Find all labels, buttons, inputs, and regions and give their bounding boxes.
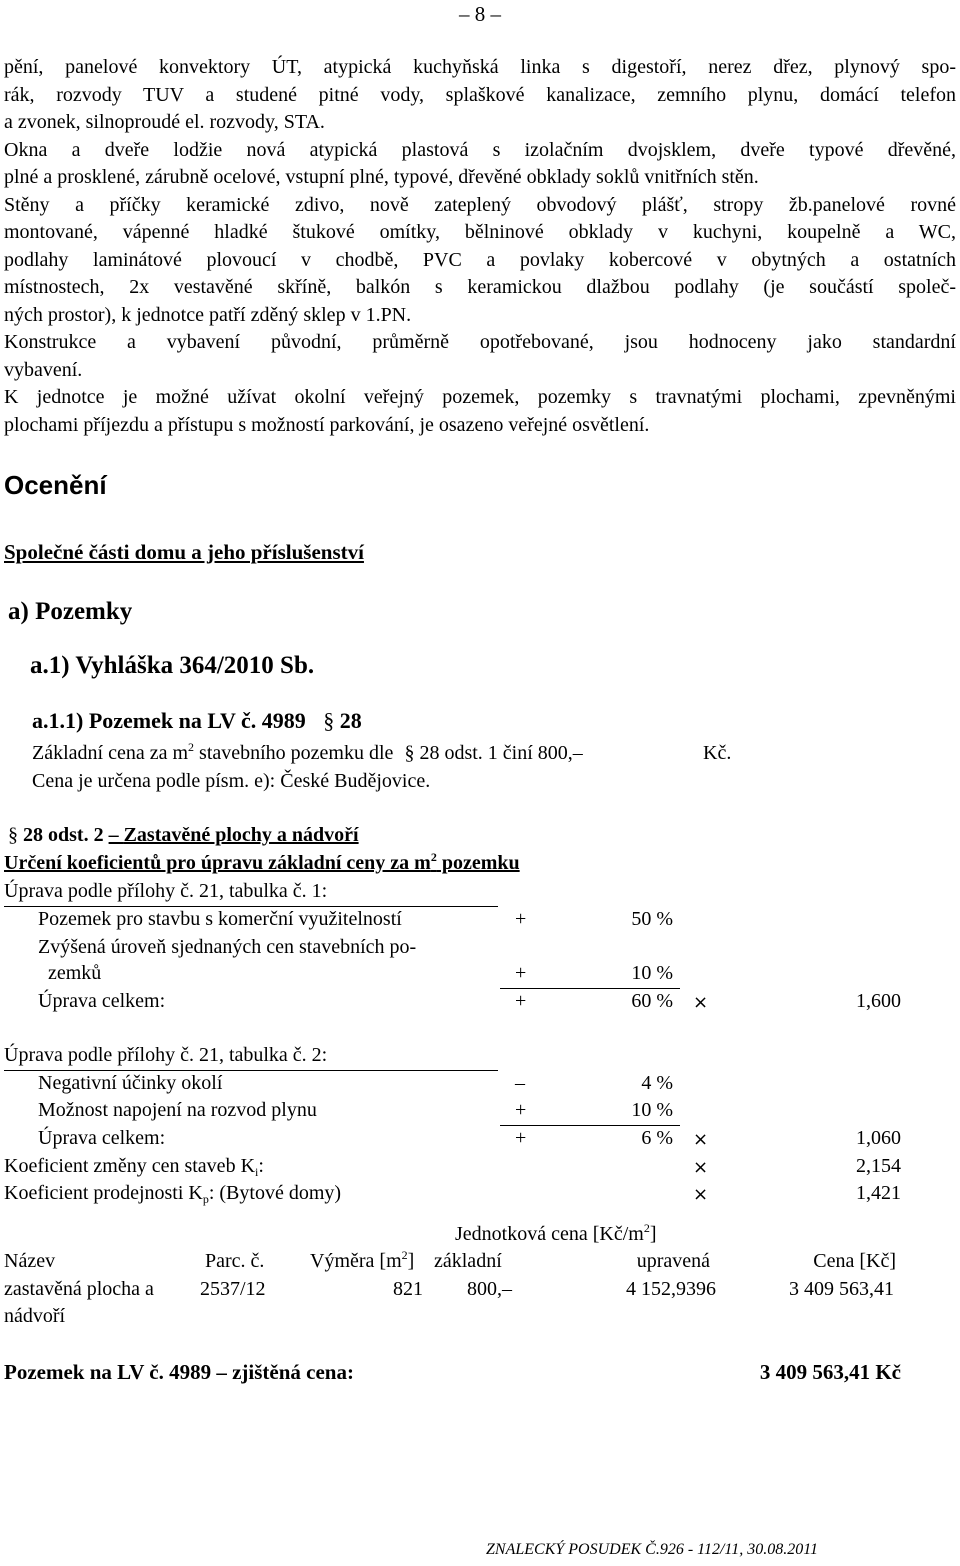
row-name-2: nádvoří: [4, 1305, 66, 1327]
base-price-sup: 2: [188, 740, 195, 754]
odst2-heading: [8, 824, 359, 847]
intro-line: podlahy laminátové plovoucí v chodbě, PVC a povlaky kobercové v obytných a ostatních: [4, 248, 956, 271]
col-parc-header: Parc. č.: [205, 1250, 265, 1272]
intro-line: ných prostor), k jednotce patří zděný sklep v 1.PN.: [4, 303, 412, 326]
table1-total-sign: +: [515, 990, 527, 1012]
base-price-line: [32, 742, 583, 765]
coef-sale-sub: p: [202, 1192, 209, 1206]
paragraph-sign: §: [404, 742, 415, 764]
group-header-text: Jednotková cena [Kč/m: [455, 1223, 644, 1245]
table2-total-sign: +: [515, 1127, 527, 1149]
footer-text: ZNALECKÝ POSUDEK Č.926 - 112/11, 30.08.2011: [486, 1541, 819, 1558]
col-adjusted-header: upravená: [636, 1250, 710, 1272]
intro-line: Stěny a příčky keramické zdivo, nově zateplený obvodový plášť, stropy žb.panelové rovné: [4, 193, 956, 216]
col-area-sup: 2: [401, 1248, 408, 1262]
coef-title-sup: 2: [430, 850, 437, 864]
coef-sale-tail: : (Bytové domy): [208, 1182, 342, 1204]
intro-line: pění, panelové konvektory ÚT, atypická kuchyňská linka s digestoří, nerez dřez, plynový spo-: [4, 56, 956, 78]
intro-line: Okna a dveře lodžie nová atypická plastová s izolačním dvojsklem, dveře typové dřevěné,: [4, 138, 956, 161]
coef-sale-value: 1,421: [856, 1182, 901, 1204]
intro-line: K jednotce je možné užívat okolní veřejný pozemek, pozemky s travnatými plochami, zpevněnými: [4, 386, 956, 408]
table1-total-label: Úprava celkem:: [38, 990, 166, 1012]
subsection-a11-prefix: a.1.1) Pozemek na LV č. 4989: [32, 708, 306, 733]
table2-total-label: Úprava celkem:: [38, 1127, 166, 1149]
page-title: Ocenění: [4, 470, 107, 500]
table2-total-value: 6 %: [641, 1127, 673, 1149]
table2-row-1-label: Negativní účinky okolí: [38, 1072, 223, 1094]
coef-change-value: 2,154: [856, 1155, 901, 1177]
subsection-a1-heading: a.1) Vyhláška 364/2010 Sb.: [30, 652, 315, 679]
base-price-text-b: stavebního pozemku dle: [194, 742, 394, 764]
section-title: Společné části domu a jeho příslušenství: [4, 540, 364, 564]
row-price: 3 409 563,41: [789, 1278, 894, 1300]
col-area-text: Výměra [m: [310, 1250, 402, 1272]
intro-text: [4, 54, 956, 439]
intro-line: Konstrukce a vybavení původní, průměrně opotřebované, jsou hodnoceny jako standardní: [4, 331, 956, 353]
price-basis: Cena je určena podle písm. e): České Budějovice.: [32, 770, 431, 792]
times-icon: ×: [693, 992, 709, 1013]
odst2-dash: –: [108, 824, 124, 846]
table1-rule-total: [500, 988, 680, 989]
row-name-1: zastavěná plocha a: [4, 1278, 154, 1300]
col-name-header: Název: [4, 1250, 56, 1272]
result-label: Pozemek na LV č. 4989 – zjištěná cena:: [4, 1360, 354, 1384]
subsection-a11-paragraph: 28: [339, 708, 362, 733]
table2-row-1-sign: –: [515, 1072, 525, 1094]
row-parc: 2537/12: [200, 1278, 266, 1300]
table1-row-1-value: 50 %: [631, 908, 673, 930]
coef-title-text: Určení koeficientů pro úpravu základní ceny za m: [4, 852, 431, 874]
table1-row-3-label: [38, 962, 101, 985]
coef-title: [4, 852, 520, 875]
table2-rule-top: [4, 1070, 498, 1071]
base-price-text: Základní cena za m: [32, 742, 189, 764]
subsection-a11-heading: [32, 708, 362, 734]
intro-line: vybavení.: [4, 358, 83, 381]
table1-total-value: 60 %: [631, 990, 673, 1012]
table2-rule-total: [500, 1125, 680, 1126]
table2-total-coef: 1,060: [856, 1127, 901, 1149]
page-number: – 8 –: [459, 2, 501, 26]
intro-line: montované, vápenné hladké štukové omítky, bělninové obklady v kuchyni, koupelně a WC,: [4, 221, 956, 243]
table1-row-1-sign: +: [515, 908, 527, 930]
odst2-title: Zastavěné plochy a nádvoří: [123, 824, 359, 846]
row-area: 821: [393, 1278, 423, 1300]
coef-change-text: Koeficient změny cen staveb K: [4, 1155, 256, 1177]
times-icon: ×: [693, 1129, 709, 1150]
col-price-header: Cena [Kč]: [813, 1250, 896, 1272]
times-icon: ×: [693, 1184, 709, 1205]
times-icon: ×: [693, 1157, 709, 1178]
intro-line: místnostech, 2x vestavěné skříně, balkón s keramickou dlažbou podlahy (je součástí společ-: [4, 276, 956, 298]
paragraph-sign: §: [323, 708, 335, 733]
table1-caption: Úprava podle přílohy č. 21, tabulka č. 1:: [4, 880, 328, 902]
table1-rule-top: [4, 906, 498, 907]
coef-change-tail: :: [258, 1155, 264, 1177]
table1-row-3-value: 10 %: [631, 962, 673, 984]
row-base: 800,–: [467, 1278, 512, 1300]
result-value: 3 409 563,41 Kč: [759, 1360, 901, 1384]
base-price-ref: 28 odst. 1 činí 800,–: [419, 742, 583, 764]
table2-row-2-sign: +: [515, 1099, 527, 1121]
table2-row-1-value: 4 %: [641, 1072, 673, 1094]
base-price-unit: Kč.: [703, 742, 732, 764]
intro-line: rák, rozvody TUV a studené pitné vody, splaškové kanalizace, zemního plynu, domácí telefon: [4, 83, 956, 106]
coef-sale-label: [4, 1182, 341, 1205]
intro-line: plné a prosklené, zárubně ocelové, vstupní plné, typové, dřevěné obklady soklů vnitřních stěn.: [4, 166, 759, 188]
group-header-sup: 2: [643, 1221, 650, 1235]
coef-title-tail: pozemku: [436, 852, 520, 874]
table1-row-3-sign: +: [515, 962, 527, 984]
col-area-header: [310, 1250, 414, 1273]
table1-row-3-label-text: zemků: [48, 962, 102, 984]
group-header-tail: ]: [649, 1223, 657, 1245]
coef-sale-text: Koeficient prodejnosti K: [4, 1182, 203, 1204]
subsection-a-heading: a) Pozemky: [8, 598, 133, 625]
table1-row-1-label: Pozemek pro stavbu s komerční využitelností: [38, 908, 402, 930]
odst2-para: 28 odst. 2: [23, 824, 104, 846]
col-base-header: základní: [434, 1250, 502, 1272]
coef-change-sub: i: [255, 1165, 259, 1179]
table1-row-2-label: Zvýšená úroveň sjednaných cen stavebních po-: [38, 936, 417, 958]
paragraph-sign: §: [8, 824, 18, 846]
price-table-group-header: [455, 1223, 657, 1246]
intro-line: a zvonek, silnoproudé el. rozvody, STA.: [4, 111, 325, 133]
table2-caption: Úprava podle přílohy č. 21, tabulka č. 2:: [4, 1044, 328, 1066]
table1-total-coef: 1,600: [856, 990, 901, 1012]
table2-row-2-label: Možnost napojení na rozvod plynu: [38, 1099, 317, 1121]
intro-line: plochami příjezdu a přístupu s možností parkování, je osazeno veřejné osvětlení.: [4, 413, 650, 436]
row-adjusted: 4 152,9396: [626, 1278, 716, 1300]
table2-row-2-value: 10 %: [631, 1099, 673, 1121]
col-area-tail: ]: [407, 1250, 415, 1272]
coef-change-label: [4, 1155, 264, 1178]
